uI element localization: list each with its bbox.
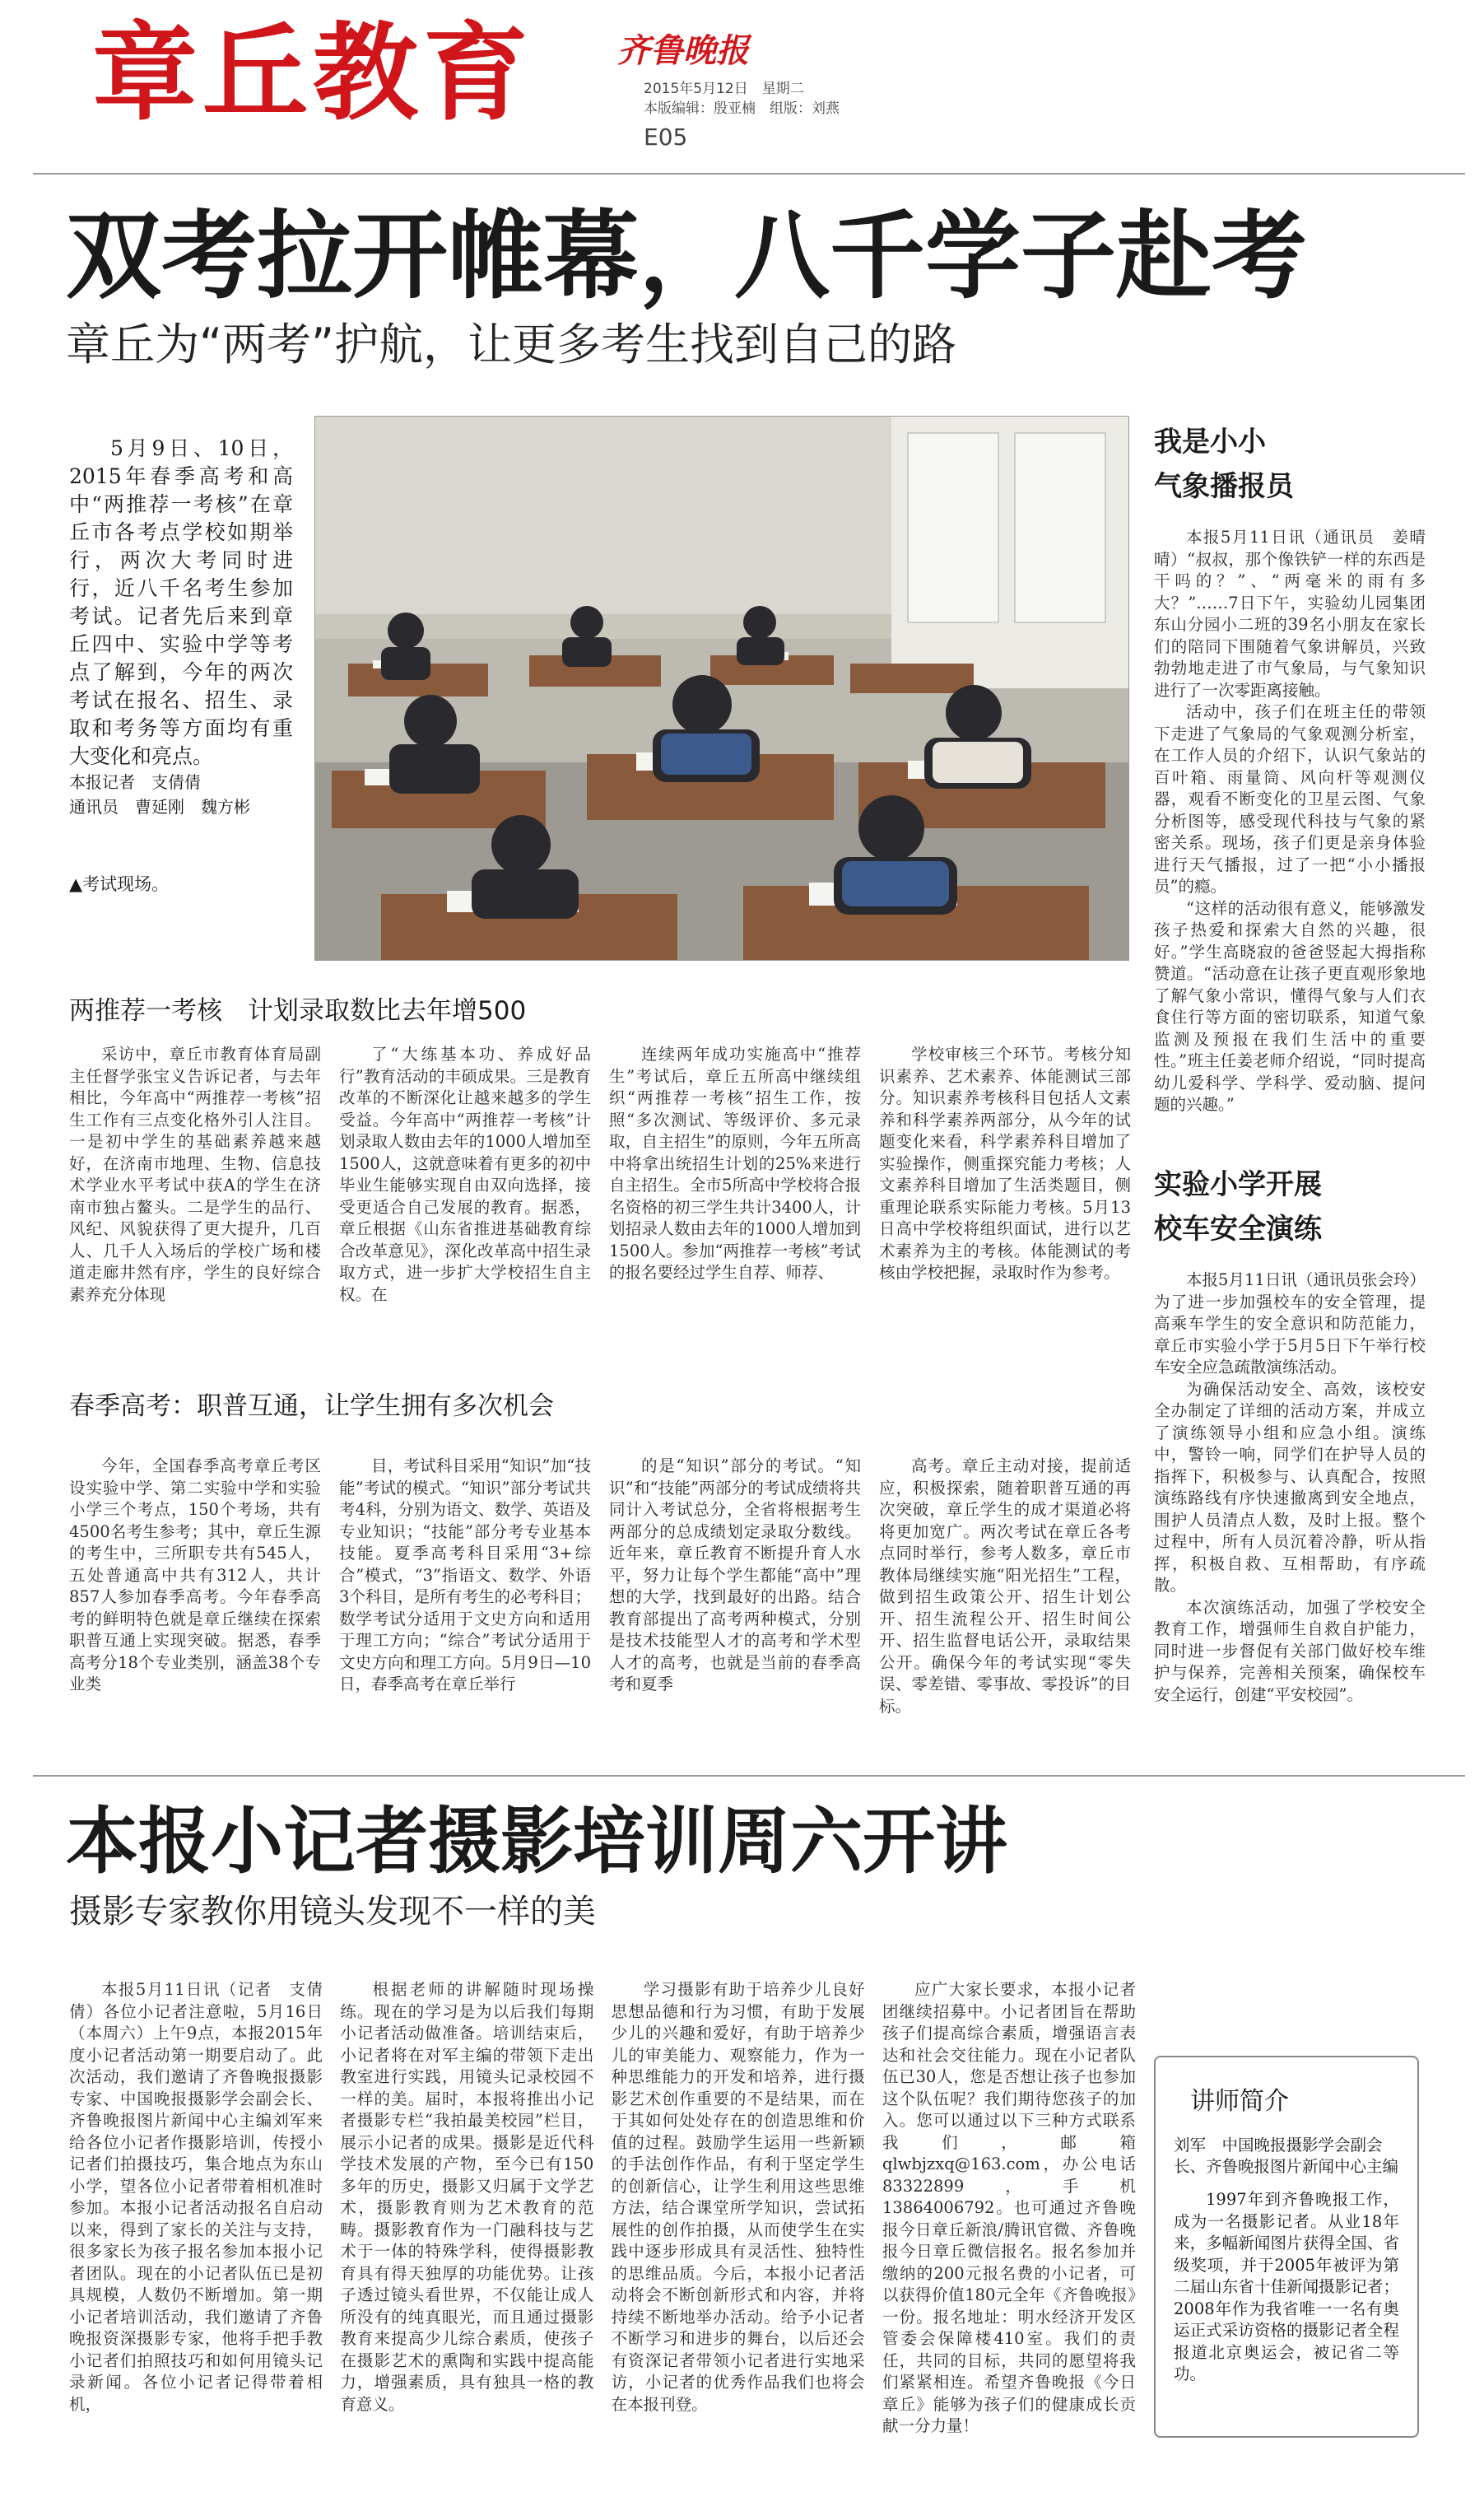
article-column	[879, 1456, 1131, 1749]
issue-meta	[644, 79, 840, 119]
sidebar-schoolbus-headline-line1: 实验小学开展	[1154, 1168, 1322, 1201]
sidebar-schoolbus-headline-line2: 校车安全演练	[1154, 1213, 1322, 1246]
sidebar-schoolbus-body	[1154, 1269, 1426, 1754]
article-text: 的是“知识”部分的考试。“知识”和“技能”两部分的考试成绩将共同计入考试总分，全省将根据考生两部分的总成绩划定录取分数线。近年来，章丘教育不断提升育人水平，努力让每个学生都能“高中”理想的大学，找到最好的出路。结合教育部提出了高考两种模式，分别是技术技能型人才的高考和学术型人才的高考，也就是当前的春季高考和夏季	[609, 1456, 861, 1693]
article-column	[339, 1456, 591, 1749]
article-text: 学校审核三个环节。考核分知识素养、艺术素养、体能测试三部分。知识素养考核科目包括人文素养和科学素养两部分，从今年的试题变化来看，科学素养科目增加了实验操作，侧重探究能力考核；人文素养科目增加了生活类题目，侧重理论联系实际能力考核。5月13日高中学校将组织面试，进行以艺术素养为主的考核。体能测试的考核由学校把握，录取时作为参考。	[879, 1045, 1131, 1282]
article-text: 本报5月11日讯（通讯员 姜晴晴）“叔叔，那个像铁铲一样的东西是干吗的？”、“两毫米的雨有多大？”……7日下午，实验幼儿园集团东山分园小二班的39名小朋友在家长们的陪同下围随着气象讲解员，兴致勃勃地走进了市气象局，与气象知识进行了一次零距离接触。	[1154, 528, 1426, 700]
second-headline: 本报小记者摄影培训周六开讲	[66, 1799, 1008, 1884]
section-two-recommendations-body	[69, 1044, 1131, 1380]
lead-byline	[69, 770, 308, 819]
lead-headline: 双考拉开帷幕，八千学子赴考	[66, 201, 1307, 312]
sidebar-weather-story	[1154, 420, 1426, 1153]
article-text: 本次演练活动，加强了学校安全教育工作，增强师生自救自护能力，同时进一步督促有关部门做好校车维护与保养，完善相关预案，确保校车安全运行，创建“平安校园”。	[1154, 1597, 1426, 1704]
section-two-recommendations-heading: 两推荐一考核 计划录取数比去年增500	[69, 996, 527, 1026]
sidebar-weather-headline-line2: 气象播报员	[1154, 470, 1294, 503]
article-text: 学习摄影有助于培养少儿良好思想品德和行为习惯，有助于发展少儿的兴趣和爱好，有助于培养少儿的审美能力、观察能力，作为一种思维能力的开发和培养，进行摄影艺术创作重要的不是结果，而在于其如何处处存在的创造思维和价值的过程。鼓励学生运用一些新颖的手法创作作品，有利于坚定学生的创新信心，让学生利用这些思维方法，结合课堂所学知识，尝试拓展性的创作拍摄，从而使学生在实践中逐步形成具有灵活性、独特性的思维品质。今后，本报小记者活动将会不断创新形式和内容，并将持续不断地举办活动。给予小记者不断学习和进步的舞台，以后还会有资深记者带领小记者进行实地采访，小记者的优秀作品我们也将会在本报刊登。	[611, 1980, 865, 2414]
lecturer-name: 刘军 中国晚报摄影学会副会长、齐鲁晚报图片新闻中心主编	[1174, 2136, 1399, 2176]
lead-subheadline: 章丘为“两考”护航，让更多考生找到自己的路	[66, 319, 956, 370]
section-spring-exam-heading: 春季高考：职普互通，让学生拥有多次机会	[69, 1391, 554, 1421]
masthead-divider	[33, 173, 1465, 175]
article-text: 今年，全国春季高考章丘考区设实验中学、第二实验中学和实验小学三个考点，150个考场，共有4500名考生参考；其中，章丘生源的考生中，三所职专共有545人，五处普通高中共有312人，共计857人参加春季高考。今年春季高考的鲜明特色就是章丘继续在探索职普互通上实现突破。据悉，春季高考分18个专业类别，涵盖38个专业类	[69, 1456, 321, 1693]
lecturer-box-title: 讲师简介	[1190, 2087, 1289, 2116]
article-text: 高考。章丘主动对接，提前适应，积极探索，随着职普互通的再次突破，章丘学生的成才渠道必将将更加宽广。两次考试在章丘各考点同时举行，参考人数多，章丘市教体局继续实施“阳光招生”工程，做到招生政策公开、招生计划公开、招生流程公开、招生时间公开、招生监督电话公开，录取结果公开。确保今年的考试实现“零失误、零差错、零事故、零投诉”的目标。	[879, 1456, 1131, 1716]
article-text: 本报5月11日讯（记者 支倩倩）各位小记者注意啦，5月16日（本周六）上午9点，本报2015年度小记者活动第一期要启动了。此次活动，我们邀请了齐鲁晚报摄影专家、中国晚报摄影学会副会长、齐鲁晚报图片新闻中心主编刘军来给各位小记者作摄影培训，传授小记者们拍摄技巧，集合地点为东山小学，望各位小记者带着相机准时参加。本报小记者活动报名自启动以来，得到了家长的关注与支持，很多家长为孩子报名参加本报小记者团队。现在的小记者队伍已是初具规模，人数仍不断增加。第一期小记者培训活动，我们邀请了齐鲁晚报资深摄影专家，他将手把手教小记者们拍照技巧和如何用镜头记录新闻。各位小记者记得带着相机，	[69, 1980, 323, 2414]
section-divider	[33, 1775, 1465, 1777]
article-column	[612, 1979, 865, 2490]
sidebar-weather-body	[1154, 527, 1426, 1153]
article-text: 为确保活动安全、高效，该校安全办制定了详细的活动方案，并成立了演练领导小组和应急小组。演练中，警铃一响，同学们在护导人员的指挥下，积极参与、认真配合，按照演练路线有序快速撤离到安全地点，围护人员清点人数，及时上报。整个过程中，所有人员沉着冷静，听从指挥，积极自救、互相帮助，有序疏散。	[1154, 1379, 1426, 1595]
second-story-body	[69, 1979, 1136, 2490]
byline-correspondents: 通讯员 曹延刚 魏方彬	[69, 797, 250, 817]
article-text: 目，考试科目采用“知识”加“技能”考试的模式。“知识”部分考试共考4科，分别为语文、数学、英语及专业知识；“技能”部分考专业基本技能。夏季高考科目采用“3+综合”模式，“3”指语文、数学、外语3个科目，是所有考生的必考科目；数学考试分适用于文史方向和适用于理工方向；“综合”考试分适用于文史方向和理工方向。5月9日—10日，春季高考在章丘举行	[339, 1456, 591, 1693]
sidebar-weather-headline-line1: 我是小小	[1154, 426, 1266, 459]
article-column	[882, 1979, 1136, 2490]
article-column	[879, 1044, 1131, 1380]
exam-photo	[314, 416, 1129, 961]
article-text: 本报5月11日讯（通讯员张会玲）为了进一步加强校车的安全管理，提高乘车学生的安全意识和防范能力，章丘市实验小学于5月5日下午举行校车安全应急疏散演练活动。	[1154, 1270, 1426, 1377]
section-spring-exam-body	[69, 1456, 1131, 1749]
exam-room-illustration	[315, 417, 1128, 960]
article-text: 了“大练基本功、养成好品行”教育活动的丰硕成果。三是教育改革的不断深化让越来越多的学生受益。今年高中“两推荐一考核”计划录取人数由去年的1000人增加至1500人，这就意味着有更多的初中毕业生能够实现自由双向选择，接受更适合自己发展的教育。据悉，章丘根据《山东省推进基础教育综合改革意见》，深化改革高中招生录取方式，进一步扩大学校招生自主权。在	[339, 1045, 591, 1304]
second-subheadline: 摄影专家教你用镜头发现不一样的美	[69, 1893, 596, 1931]
brand-logo: 齐鲁晚报	[617, 31, 749, 70]
article-column	[339, 1044, 591, 1380]
article-text: “这样的活动很有意义，能够激发孩子热爱和探索大自然的兴趣，很好。”学生高晓寂的爸爸竖起大拇指称赞道。“活动意在让孩子更直观形象地了解气象小常识，懂得气象与人们衣食住行等方面的密切联系，知道气象监测及预报在我们生活中的重要性。”班主任姜老师介绍说，“同时提高幼儿爱科学、学科学、爱动脑、提问题的兴趣。”	[1154, 898, 1426, 1114]
byline-reporter: 本报记者 支倩倩	[69, 772, 201, 792]
article-text: 应广大家长要求，本报小记者团继续招募中。小记者团旨在帮助孩子们提高综合素质，增强语言表达和社会交往能力。现在小记者队伍已30人，您是否想让孩子也参加这个队伍呢？我们期待您孩子的加入。您可以通过以下三种方式联系我们，邮箱qlwbjzxq@163.com，办公电话83322899，手机13864006792。也可通过齐鲁晚报今日章丘新浪/腾讯官微、齐鲁晚报今日章丘微信报名。报名参加并缴纳的200元报名费的小记者，可以获得价值180元全年《齐鲁晚报》一份。报名地址：明水经济开发区管委会保障楼410室。我们的责任，共同的目标，共同的愿望将我们紧紧相连。希望齐鲁晚报《今日章丘》能够为孩子们的健康成长贡献一分力量！	[882, 1980, 1136, 2435]
article-column	[609, 1456, 861, 1749]
article-column	[69, 1979, 323, 2490]
photo-caption: ▲考试现场。	[69, 874, 170, 894]
lecturer-box	[1154, 2056, 1419, 2438]
page-number: E05	[644, 123, 688, 151]
article-column	[69, 1044, 321, 1380]
issue-editors: 本版编辑：殷亚楠 组版：刘燕	[644, 100, 840, 117]
article-text: 连续两年成功实施高中“推荐生”考试后，章丘五所高中继续组织“两推荐一考核”招生工作，按照“多次测试、等级评价、多元录取，自主招生”的原则，今年五所高中将拿出统招生计划的25%来进行自主招生。全市5所高中学校将合报名资格的初三学生共计3400人，计划招录人数由去年的1000人增加到1500人。参加“两推荐一考核”考试的报名要经过学生自荐、师荐、	[609, 1045, 861, 1282]
masthead-title: 章丘教育	[92, 12, 534, 135]
lecturer-bio	[1174, 2189, 1399, 2386]
issue-date: 2015年5月12日 星期二	[644, 81, 804, 97]
lead-paragraph: 5月9日、10日，2015年春季高考和高中“两推荐一考核”在章丘市各考点学校如期举行，两次大考同时进行，近八千名考生参加考试。记者先后来到章丘四中、实验中学等考点了解到，今年的两次考试在报名、招生、录取和考务等方面均有重大变化和亮点。	[69, 436, 293, 768]
article-text: 1997年到齐鲁晚报工作，成为一名摄影记者。从业18年来，多幅新闻图片获得全国、省级奖项，并于2005年被评为第二届山东省十佳新闻摄影记者；2008年作为我省唯一一名有奥运正式采访资格的摄影记者全程报道北京奥运会，被记省二等功。	[1174, 2190, 1399, 2383]
article-text: 活动中，孩子们在班主任的带领下走进了气象局的气象观测分析室，在工作人员的介绍下，认识气象站的百叶箱、雨量筒、风向杆等观测仪器，观看不断变化的卫星云图、气象分析图等，感受现代科技与气象的紧密关系。现场，孩子们更是亲身体验进行天气播报，过了一把“小小播报员”的瘾。	[1154, 702, 1426, 896]
article-column	[69, 1456, 321, 1749]
article-column	[609, 1044, 861, 1380]
sidebar-schoolbus-story	[1154, 1162, 1426, 1754]
article-text: 根据老师的讲解随时现场操练。现在的学习是为以后我们每期小记者活动做准备。培训结束后，小记者将在对军主编的带领下走出教室进行实践，用镜头记录校园不一样的美。届时，本报将推出小记者摄影专栏“我拍最美校园”栏目，展示小记者的成果。摄影是近代科学技术发展的产物，至今已有150多年的历史，摄影又归属于文学艺术，摄影教育则为艺术教育的范畴。摄影教育作为一门融科技与艺术于一体的特殊学科，使得摄影教育具有得天独厚的功能优势。让孩子透过镜头看世界，不仅能让成人所没有的纯真眼光，而且通过摄影教育来提高少儿综合素质，使孩子在摄影艺术的熏陶和实践中提高能力，增强素质，具有独具一格的教育意义。	[340, 1980, 594, 2414]
article-column	[340, 1979, 593, 2490]
article-text: 采访中，章丘市教育体育局副主任督学张宝义告诉记者，与去年相比，今年高中“两推荐一考核”招生工作有三点变化格外引人注目。一是初中学生的基础素养越来越好，在济南市地理、生物、信息技术学业水平考试中获A的学生在济南市独占鳌头。二是学生的品行、风纪、风貌获得了更大提升，几百人、几千人入场后的学校广场和楼道走廊井然有序，学生的良好综合素养充分体现	[69, 1045, 321, 1304]
